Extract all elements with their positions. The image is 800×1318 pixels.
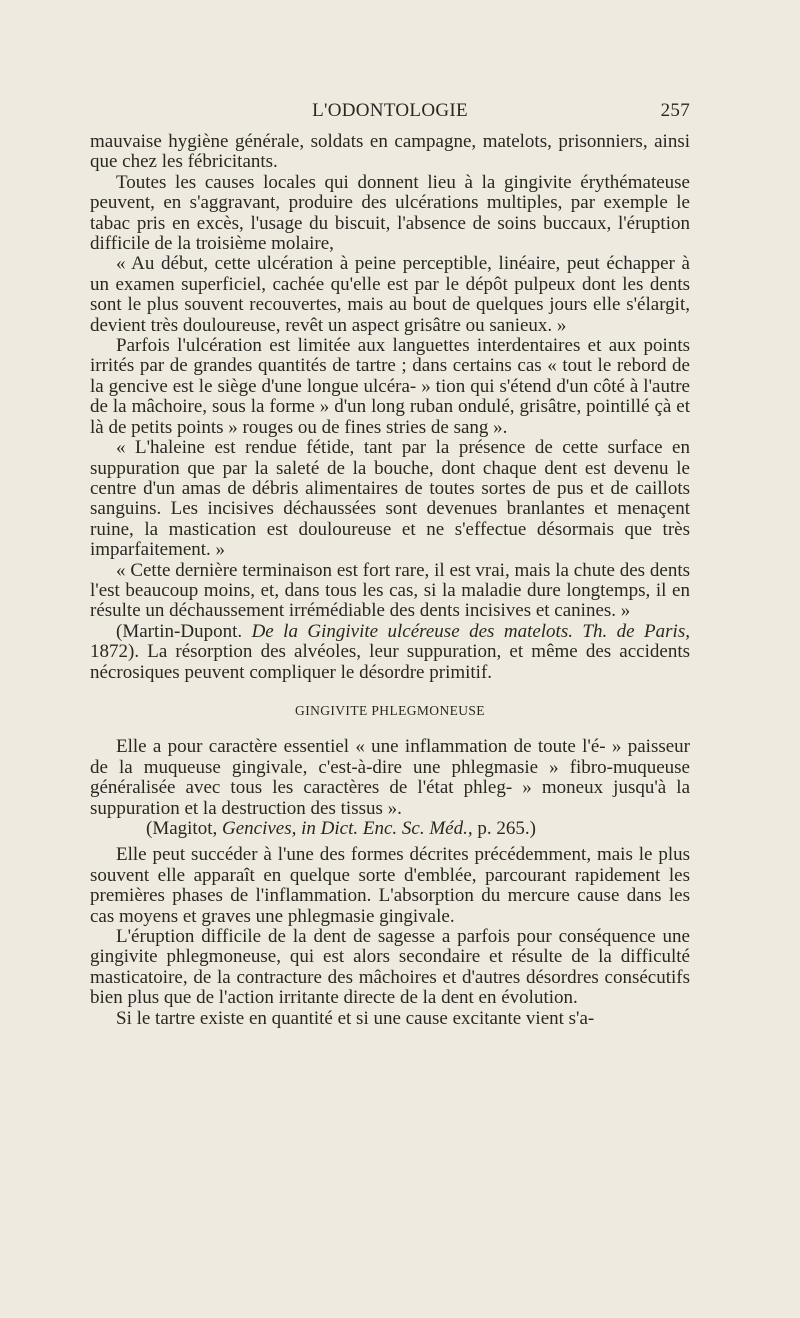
section-heading: GINGIVITE PHLEGMONEUSE: [295, 702, 485, 718]
paragraph-3: « Au début, cette ulcération à peine perceptible, linéaire, peut échapper à un examen superficiel, cachée qu'elle est par le dépôt pulpeux dont les dents sont le plus souvent recouvertes, mais au bout de quelques jours elle s'élargit, devient très douloureuse, revêt un aspect grisâtre ou sanieux. »: [90, 253, 690, 336]
paragraph-6: « Cette dernière terminaison est fort rare, il est vrai, mais la chute des dents l'est beaucoup moins, et, dans tous les cas, si la maladie dure longtemps, il en résulte un déchaussement irrémédiable des dents incisives et canines. »: [90, 559, 690, 622]
paragraph-4: Parfois l'ulcération est limitée aux languettes interdentaires et aux points irrités par de grandes quantités de tartre ; dans certains cas « tout le rebord de la gencive est le siège d'une longue ulcéra- » tion qui s'étend d'un côté à l'autre de la mâchoire, sous la forme » d'un long ruban ondulé, grisâtre, pointillé çà et là de petits points » rouges ou de fines stries de sang ».: [90, 335, 690, 438]
paragraph-7: [90, 622, 690, 683]
citation-work: Gencives, in Dict. Enc. Sc. Méd.,: [222, 818, 473, 839]
citation-page: p. 265.): [472, 818, 536, 839]
citation-line: [90, 819, 690, 839]
citation-open: (Martin-Dupont.: [116, 620, 252, 642]
page-number: 257: [660, 100, 690, 121]
paragraph-7-rest: 1872). La résorption des alvéoles, leur suppuration, et même des accidents nécrosiques peuvent compliquer le désordre primitif.: [90, 641, 690, 683]
citation-author: (Magitot,: [146, 818, 222, 839]
page-body: [90, 132, 690, 1029]
running-title: L'ODONTOLOGIE: [312, 100, 468, 121]
paragraph-8: Elle peut succéder à l'une des formes décrites précédemment, mais le plus souvent elle apparaît en quelque sorte d'emblée, parcourant rapidement les premières phases de l'inflammation. L'absorption du mercure cause dans les cas moyens et graves une phlegmasie gingivale.: [90, 844, 690, 927]
quote-paragraph: Elle a pour caractère essentiel « une inflammation de toute l'é- » paisseur de la muqueuse gingivale, c'est-à-dire une phlegmasie » fibro-muqueuse généralisée avec tous les caractères de l'état phleg- » moneux jusqu'à la suppuration et la destruction des tissus ».: [90, 736, 690, 819]
running-header: [90, 100, 690, 124]
paragraph-1: mauvaise hygiène générale, soldats en campagne, matelots, prisonniers, ainsi que chez les fébricitants.: [90, 131, 690, 173]
paragraph-10: Si le tartre existe en quantité et si une cause excitante vient s'a-: [116, 1007, 595, 1029]
paragraph-2: Toutes les causes locales qui donnent lieu à la gingivite érythémateuse peuvent, en s'aggravant, produire des ulcérations multiples, par exemple le tabac pris en excès, l'usage du biscuit, l'absence de soins buccaux, l'éruption difficile de la troisième molaire,: [90, 171, 690, 255]
paragraph-9: L'éruption difficile de la dent de sagesse a parfois pour conséquence une gingivite phlegmoneuse, qui est alors secondaire et résulte de la difficulté masticatoire, de la contracture des mâchoires et d'autres désordres consécutifs bien plus que de l'action irritante directe de la dent en évolution.: [90, 926, 690, 1009]
citation-title: De la Gingivite ulcéreuse des matelots. Th. de Paris,: [251, 620, 690, 642]
paragraph-5: « L'haleine est rendue fétide, tant par la présence de cette surface en suppuration que par la saleté de la bouche, dont chaque dent est devenu le centre d'un amas de débris alimentaires de toutes sortes de pus et de caillots sanguins. Les incisives déchaussées sont devenues branlantes et menaçent ruine, la mastication est douloureuse et ne s'effectue désormais que très imparfaitement. »: [90, 437, 690, 561]
